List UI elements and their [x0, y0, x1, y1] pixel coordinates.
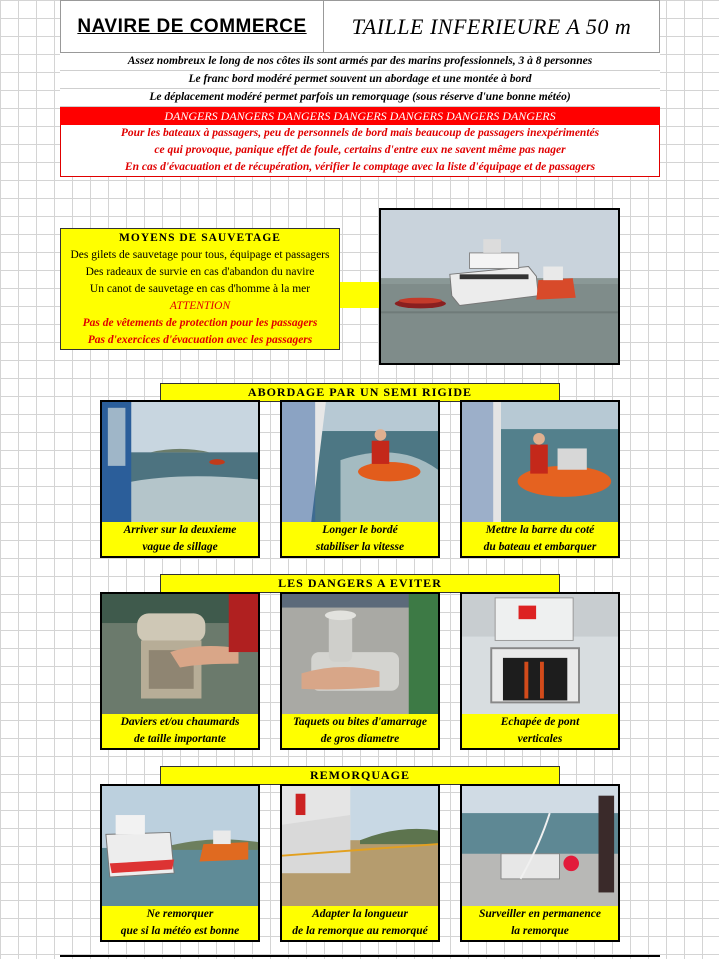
moyens-warning: Pas d'exercices d'évacuation avec les passagers: [87, 334, 313, 346]
moyens-line: Des radeaux de survie en cas d'abandon du navire: [85, 266, 315, 278]
photo-semi-rigide-embarquer: [460, 400, 620, 524]
danger-line: ce qui provoque, panique effet de foule, certains d'entre eux ne savent même pas nager: [154, 144, 566, 156]
caption-line: de la remorque au remorqué: [292, 925, 428, 937]
caption-line: Taquets ou bites d'amarrage: [292, 716, 428, 728]
photo-remorquage-surveiller: [460, 784, 620, 908]
page-title: NAVIRE DE COMMERCE: [77, 15, 307, 37]
caption-line: Surveiller en permanence: [478, 908, 602, 920]
moyens-warning: Pas de vêtements de protection pour les passagers: [82, 317, 318, 329]
caption-box: [460, 714, 620, 750]
caption-box: [280, 714, 440, 750]
caption-line: Arriver sur la deuxieme: [123, 524, 237, 536]
photo-daviers: [100, 592, 260, 716]
bottom-divider: [60, 955, 660, 957]
caption-line: verticales: [517, 733, 563, 745]
caption-line: vague de sillage: [142, 541, 218, 553]
caption-line: Mettre la barre du coté: [485, 524, 595, 536]
caption-line: de taille importante: [134, 733, 226, 745]
caption-box: [100, 714, 260, 750]
caption-line: Longer le bordé: [322, 524, 398, 536]
caption-box: [460, 906, 620, 942]
section-title-remorquage: REMORQUAGE: [160, 766, 560, 785]
section-title-dangers: LES DANGERS A EVITER: [160, 574, 560, 593]
caption-line: Adapter la longueur: [312, 908, 408, 920]
attention-label: ATTENTION: [169, 300, 231, 312]
caption-box: [100, 906, 260, 942]
caption-line: de gros diametre: [320, 733, 400, 745]
caption-box: [280, 906, 440, 942]
caption-box: [100, 522, 260, 558]
photo-remorquage-meteo: [100, 784, 260, 908]
intro-block: [60, 53, 660, 177]
caption-line: Daviers et/ou chaumards: [120, 716, 240, 728]
photo-echappee: [460, 592, 620, 716]
moyens-title: MOYENS DE SAUVETAGE: [119, 232, 281, 244]
caption-box: [460, 522, 620, 558]
caption-line: du bateau et embarquer: [483, 541, 597, 553]
header-right-cell: [324, 1, 659, 52]
danger-banner: DANGERS DANGERS DANGERS DANGERS DANGERS DANGERS DANGERS: [60, 107, 660, 125]
photo-semi-rigide-sillage: [100, 400, 260, 524]
header-left-cell: [61, 1, 324, 52]
danger-line: En cas d'évacuation et de récupération, vérifier le comptage avec la liste d'équipage et de passagers: [124, 161, 596, 173]
caption-box: [280, 522, 440, 558]
photo-passenger-ship: [379, 208, 620, 365]
photo-semi-rigide-longer: [280, 400, 440, 524]
header: [60, 0, 660, 53]
danger-box: [60, 125, 660, 177]
caption-line: Ne remorquer: [146, 908, 214, 920]
moyens-sauvetage-box: [60, 228, 340, 350]
photo-remorquage-longueur: [280, 784, 440, 908]
intro-line: Le franc bord modéré permet souvent un abordage et une montée à bord: [60, 71, 660, 89]
moyens-line: Des gilets de sauvetage pour tous, équipage et passagers: [70, 249, 330, 261]
section-title-abordage: ABORDAGE PAR UN SEMI RIGIDE: [160, 383, 560, 402]
caption-line: que si la météo est bonne: [120, 925, 240, 937]
caption-line: la remorque: [511, 925, 569, 937]
intro-line: Assez nombreux le long de nos côtes ils sont armés par des marins professionnels, 3 à 8 personnes: [60, 53, 660, 71]
danger-line: Pour les bateaux à passagers, peu de personnels de bord mais beaucoup de passagers inexpérimentés: [120, 127, 600, 139]
caption-line: Echapée de pont: [500, 716, 580, 728]
moyens-line: Un canot de sauvetage en cas d'homme à la mer: [89, 283, 311, 295]
photo-taquets: [280, 592, 440, 716]
caption-line: stabiliser la vitesse: [315, 541, 405, 553]
page-subtitle: TAILLE INFERIEURE A 50 m: [351, 13, 632, 39]
intro-line: Le déplacement modéré permet parfois un remorquage (sous réserve d'une bonne météo): [60, 89, 660, 107]
